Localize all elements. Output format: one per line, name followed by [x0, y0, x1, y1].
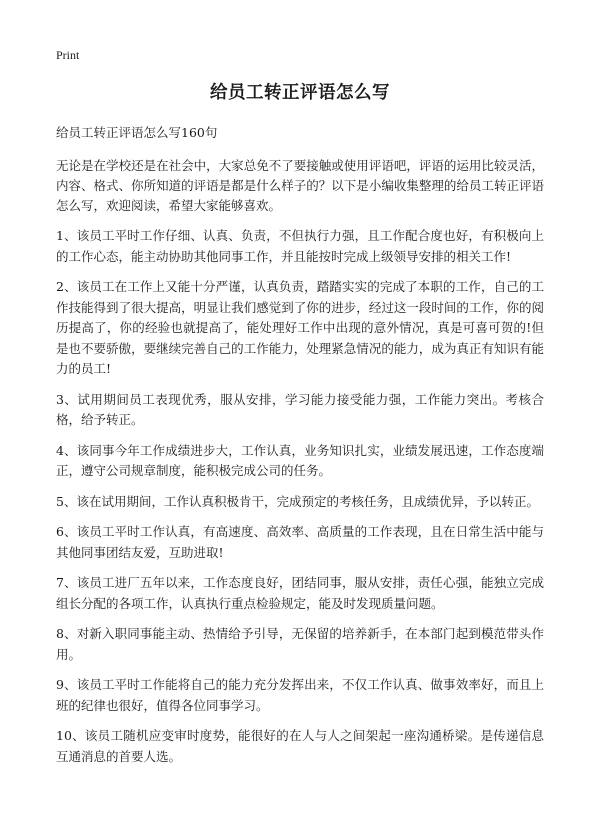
comment-item-6: 6、该员工平时工作认真，有高速度、高效率、高质量的工作表现，且在日常生活中能与其他同事团结友爱，互助进取!: [56, 524, 544, 560]
print-link[interactable]: Print: [56, 48, 80, 62]
comment-list: [56, 226, 544, 767]
comment-item-9: 9、该员工平时工作能将自己的能力充分发挥出来，不仅工作认真、做事效率好，而且上班的纪律也很好，值得各位同事学习。: [56, 677, 544, 713]
intro-paragraph: 无论是在学校还是在社会中，大家总免不了要接触或使用评语吧，评语的运用比较灵活，内容、格式、你所知道的评语是都是什么样子的？以下是小编收集整理的给员工转正评语怎么写，欢迎阅读，希望大家能够喜欢。: [56, 158, 544, 213]
comment-item-2: 2、该员工在工作上又能十分严谨，认真负责，踏踏实实的完成了本职的工作，自己的工作技能得到了很大提高，明显让我们感觉到了你的进步，经过这一段时间的工作，你的阅历提高了，你的经验也就提高了，能处理好工作中出现的意外情况，真是可喜可贺的!但是也不要骄傲，要继续完善自己的工作能力，处理紧急情况的能力，成为真正有知识有能力的员工!: [56, 279, 544, 376]
comment-item-8: 8、对新入职同事能主动、热情给予引导，无保留的培养新手，在本部门起到模范带头作用。: [56, 626, 544, 662]
page-title: 给员工转正评语怎么写: [210, 83, 390, 103]
comment-item-4: 4、该同事今年工作成绩进步大，工作认真，业务知识扎实，业绩发展迅速，工作态度端正，遵守公司规章制度，能积极完成公司的任务。: [56, 442, 544, 478]
comment-item-10: 10、该员工随机应变审时度势，能很好的在人与人之间架起一座沟通桥梁。是传递信息互通消息的首要人选。: [56, 728, 544, 764]
document-subtitle: 给员工转正评语怎么写160句: [56, 125, 218, 140]
comment-item-7: 7、该员工进厂五年以来，工作态度良好，团结同事，服从安排，责任心强，能独立完成组长分配的各项工作，认真执行重点检验规定，能及时发现质量问题。: [56, 575, 544, 611]
comment-item-5: 5、该在试用期间，工作认真积极肯干，完成预定的考核任务，且成绩优异，予以转正。: [56, 493, 539, 509]
comment-item-3: 3、试用期间员工表现优秀，服从安排，学习能力接受能力强，工作能力突出。考核合格，给予转正。: [56, 391, 544, 427]
comment-item-1: 1、该员工平时工作仔细、认真、负责，不但执行力强，且工作配合度也好，有积极向上的工作心态，能主动协助其他同事工作，并且能按时完成上级领导安排的相关工作!: [56, 228, 544, 264]
